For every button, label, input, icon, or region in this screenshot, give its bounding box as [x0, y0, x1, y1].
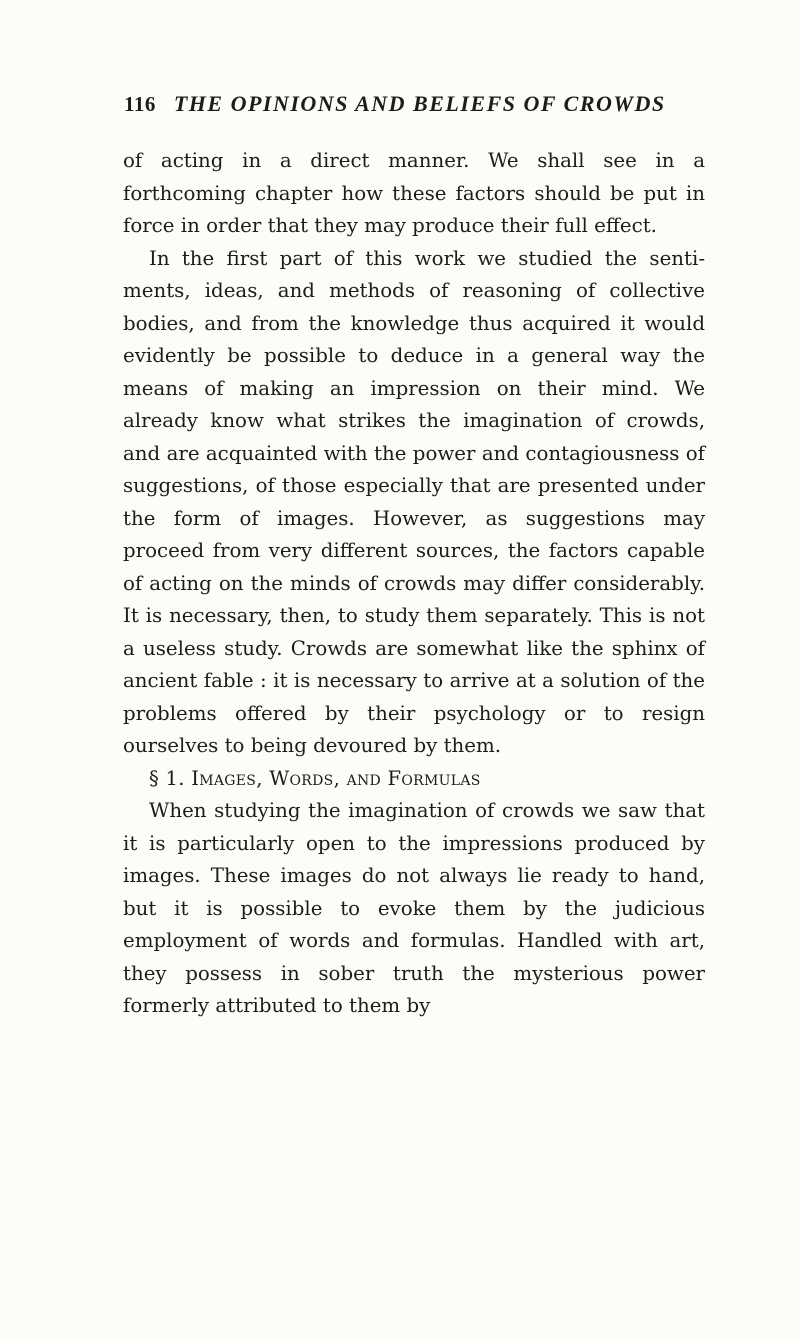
paragraph: When studying the imagination of crowds we saw that it is particularly open to the impressions produced by images. These images do not always lie ready to hand, but it is possible to evoke them by the judicious employment of words and formulas. Handled with art, they possess in sober truth the mysterious power formerly attributed to them by — [123, 799, 705, 1017]
body-text — [123, 145, 705, 1023]
section-heading-text: § 1. Images, Words, and Formulas — [149, 766, 481, 790]
page-number: 116 — [124, 92, 156, 116]
paragraph: In the first part of this work we studied the sentiments, ideas, and methods of reasoning of collective bodies, and from the knowledge thus acquired it would evidently be possible to deduce in a general way the means of making an impression on their mind. We already know what strikes the imagination of crowds, and are acquainted with the power and contagiousness of suggestions, of those especially that are presented under the form of images. However, as suggestions may proceed from very different sources, the factors capable of acting on the minds of crowds may differ considerably. It is necessary, then, to study them separately. This is not a useless study. Crowds are somewhat like the sphinx of ancient fable : it is necessary to arrive at a solution of the problems offered by their psychology or to resign ourselves to being devoured by them. — [123, 246, 705, 757]
running-title: THE OPINIONS AND BELIEFS OF CROWDS — [173, 91, 666, 116]
running-head — [124, 91, 704, 121]
section-heading — [123, 763, 705, 796]
paragraph-continuation: of acting in a direct manner. We shall see in a forthcoming chapter how these factors should be put in force in order that they may produce their full effect. — [123, 149, 705, 237]
